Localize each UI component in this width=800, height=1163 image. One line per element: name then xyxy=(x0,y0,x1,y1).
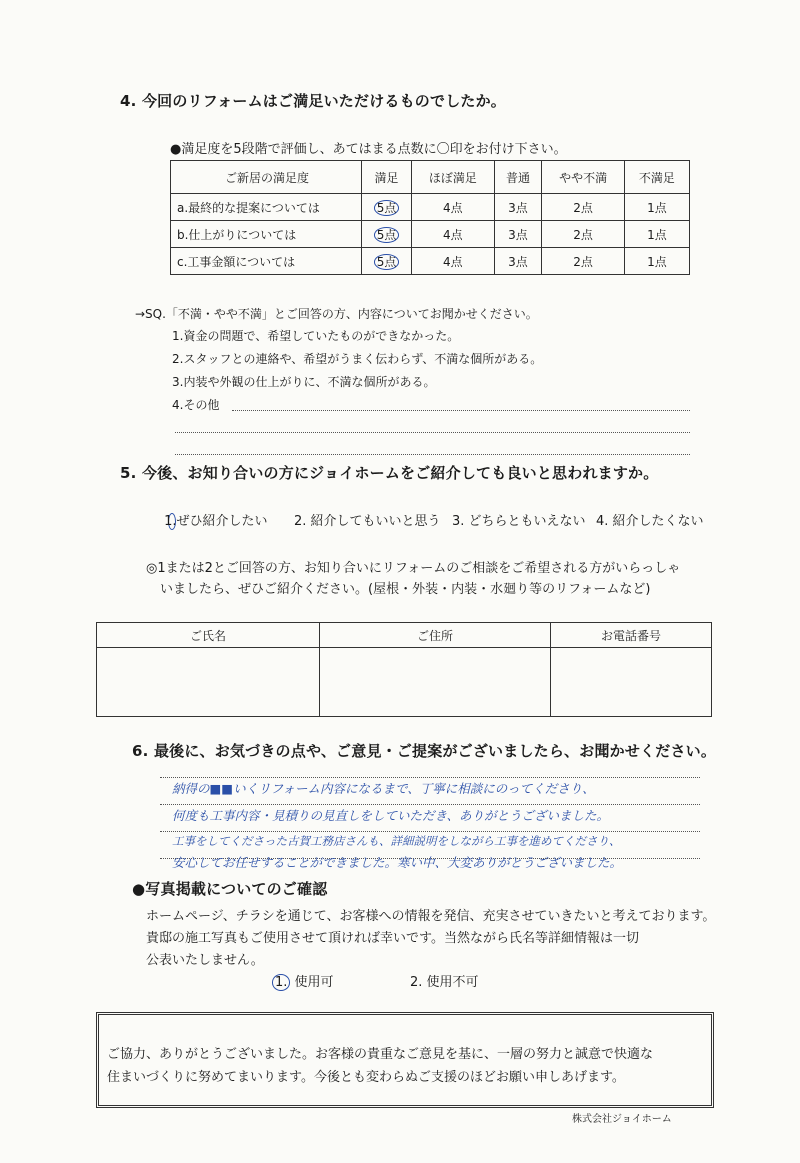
score-cell[interactable]: 3点 xyxy=(494,194,542,221)
satisfaction-row xyxy=(171,221,690,248)
score-cell-selected[interactable] xyxy=(362,194,412,221)
q5-note: ◎1または2とご回答の方、お知り合いにリフォームのご相談をご希望される方がいらっしゃ xyxy=(146,561,681,576)
score-cell[interactable]: 4点 xyxy=(412,248,494,275)
q6-title: 6. 最後に、お気づきの点や、ご意見・ご提案がございましたら、お聞かせください。 xyxy=(132,742,717,760)
score-circled: 5点 xyxy=(374,227,400,243)
header-cell: 満足 xyxy=(362,161,412,194)
contact-header: お電話番号 xyxy=(551,623,712,648)
handwritten-comment: 安心してお任せすることができました。寒い中、大変ありがとうございました。 xyxy=(172,855,623,870)
sq-option-other: 4.その他 xyxy=(172,398,220,412)
score-cell[interactable]: 4点 xyxy=(412,194,494,221)
q4-instruction: ●満足度を5段階で評価し、あてはまる点数に〇印をお付け下さい。 xyxy=(170,142,567,157)
q5-option-selected[interactable] xyxy=(164,510,268,529)
photo-title: ●写真掲載についてのご確認 xyxy=(132,880,328,898)
row-label: c.工事金額については xyxy=(171,248,362,275)
photo-option[interactable]: 2. 使用不可 xyxy=(410,975,479,990)
q5-option[interactable]: 4. 紹介したくない xyxy=(596,514,704,529)
q5-title: 5. 今後、お知り合いの方にジョイホームをご紹介しても良いと思われますか。 xyxy=(120,464,659,482)
thanks-text: 住まいづくりに努めてまいります。今後とも変わらぬご支援のほどお願い申しあげます。 xyxy=(107,1070,625,1085)
score-circled: 5点 xyxy=(374,200,400,216)
sq-option: 1.資金の問題で、希望していたものができなかった。 xyxy=(172,329,460,343)
contact-header: ご氏名 xyxy=(97,623,320,648)
thanks-text: ご協力、ありがとうございました。お客様の貴重なご意見を基に、一層の努力と誠意で快適な xyxy=(107,1047,654,1062)
other-answer-line[interactable] xyxy=(232,410,690,411)
photo-text: 公表いたしません。 xyxy=(146,953,264,968)
handwritten-comment: 何度も工事内容・見積りの見直しをしていただき、ありがとうございました。 xyxy=(172,808,610,823)
q5-option-label: 1.ぜひ紹介したい xyxy=(164,514,268,529)
score-cell[interactable]: 1点 xyxy=(624,248,689,275)
other-answer-line[interactable] xyxy=(175,432,690,433)
header-cell: 不満足 xyxy=(624,161,689,194)
company-name: 株式会社ジョイホーム xyxy=(572,1114,672,1125)
sq-option: 3.内装や外観の仕上がりに、不満な個所がある。 xyxy=(172,375,436,389)
header-cell: ほぼ満足 xyxy=(412,161,494,194)
name-field[interactable] xyxy=(97,648,320,717)
q5-option[interactable]: 2. 紹介してもいいと思う xyxy=(294,514,441,529)
photo-option-circle: 1. xyxy=(272,974,290,991)
score-cell[interactable]: 4点 xyxy=(412,221,494,248)
q5-option[interactable]: 3. どちらともいえない xyxy=(452,514,586,529)
other-answer-line[interactable] xyxy=(175,454,690,455)
score-cell[interactable]: 1点 xyxy=(624,194,689,221)
header-cell: やや不満 xyxy=(542,161,624,194)
photo-option-label: 使用可 xyxy=(294,975,334,990)
handwritten-comment: 納得の■■いくリフォーム内容になるまで、丁寧に相談にのってくださり、 xyxy=(172,781,595,796)
sq-option: 2.スタッフとの連絡や、希望がうまく伝わらず、不満な個所がある。 xyxy=(172,352,543,366)
row-label: a.最終的な提案については xyxy=(171,194,362,221)
header-cell: 普通 xyxy=(494,161,542,194)
photo-option-selected[interactable] xyxy=(272,971,334,990)
photo-text: 貴邸の施工写真もご使用させて頂ければ幸いです。当然ながら氏名等詳細情報は一切 xyxy=(146,931,639,946)
thanks-box xyxy=(96,1012,714,1108)
score-circled: 5点 xyxy=(374,254,400,270)
score-cell[interactable]: 3点 xyxy=(494,248,542,275)
sq-title: →SQ.「不満・やや不満」とご回答の方、内容についてお聞かせください。 xyxy=(135,307,538,321)
contact-header: ご住所 xyxy=(320,623,551,648)
header-cell: ご新居の満足度 xyxy=(171,161,362,194)
comment-line xyxy=(160,804,700,805)
comment-line xyxy=(160,831,700,832)
satisfaction-row xyxy=(171,194,690,221)
contact-table xyxy=(96,622,712,717)
phone-field[interactable] xyxy=(551,648,712,717)
score-cell[interactable]: 2点 xyxy=(542,221,624,248)
score-cell[interactable]: 1点 xyxy=(624,221,689,248)
score-cell[interactable]: 2点 xyxy=(542,194,624,221)
address-field[interactable] xyxy=(320,648,551,717)
satisfaction-header-row xyxy=(171,161,690,194)
satisfaction-row xyxy=(171,248,690,275)
satisfaction-table xyxy=(170,160,690,275)
row-label: b.仕上がりについては xyxy=(171,221,362,248)
score-cell-selected[interactable] xyxy=(362,248,412,275)
q4-title: 4. 今回のリフォームはご満足いただけるものでしたか。 xyxy=(120,92,507,110)
photo-text: ホームページ、チラシを通じて、お客様への情報を発信、充実させていきたいと考えております。 xyxy=(146,909,716,924)
score-cell[interactable]: 3点 xyxy=(494,221,542,248)
comment-line xyxy=(160,777,700,778)
handwritten-comment: 工事をしてくださった古賀工務店さんも、詳細説明をしながら工事を進めてくださり、 xyxy=(172,834,621,848)
score-cell[interactable]: 2点 xyxy=(542,248,624,275)
score-cell-selected[interactable] xyxy=(362,221,412,248)
q5-note: いましたら、ぜひご紹介ください。(屋根・外装・内装・水廻り等のリフォームなど) xyxy=(160,582,651,597)
